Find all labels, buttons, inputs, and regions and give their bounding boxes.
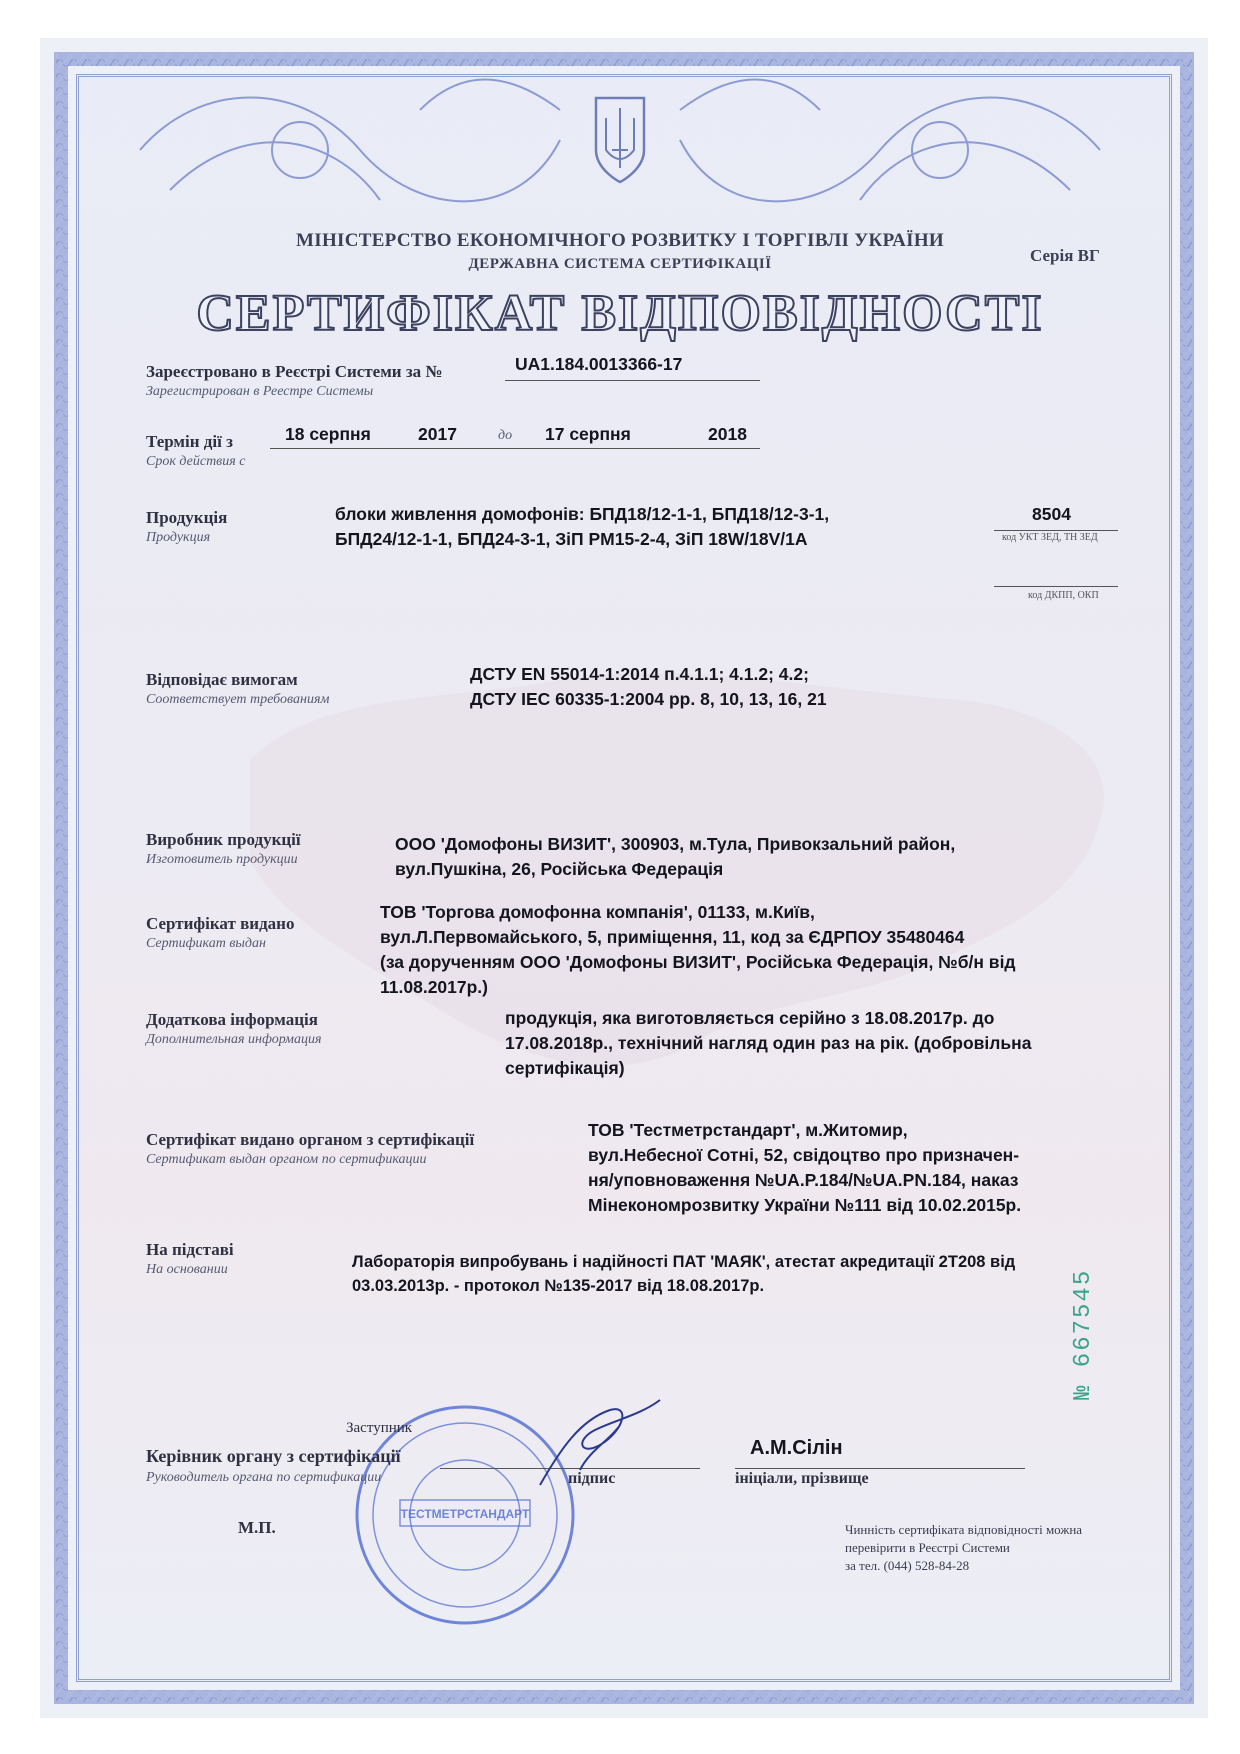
additional-info-line-2: 17.08.2018р., технічний нагляд один раз на рік. (добровільна [505, 1033, 1032, 1053]
requirements-label: Відповідає вимогам [146, 670, 298, 689]
note-line-2: перевірити в Реєстрі Системи [845, 1540, 1010, 1555]
note-line-3: за тел. (044) 528-84-28 [845, 1558, 970, 1573]
dkpp-underline [994, 586, 1118, 587]
validity-underline [270, 448, 760, 449]
requirements-line-1: ДСТУ EN 55014-1:2014 п.4.1.1; 4.1.2; 4.2; [470, 664, 809, 684]
product-code: 8504 [1032, 504, 1071, 524]
basis-line-2: 03.03.2013р. - протокол №135-2017 від 18.08.2017р. [352, 1277, 765, 1295]
head-label-ru: Руководитель органа по сертификации [146, 1470, 382, 1485]
deputy-label: Заступник [346, 1420, 413, 1436]
head-label: Керівник органу з сертифікації [146, 1446, 401, 1466]
validity-label-ru: Срок действия с [146, 454, 246, 469]
registration-underline [505, 380, 760, 381]
valid-to-year: 2018 [708, 424, 747, 444]
valid-from-day: 18 серпня [285, 424, 371, 444]
issued-to-line-4: 11.08.2017р.) [380, 977, 488, 997]
system-name: ДЕРЖАВНА СИСТЕМА СЕРТИФІКАЦІЇ [468, 256, 772, 272]
issued-to-line-3: (за дорученням ООО 'Домофоны ВИЗИТ', Російська Федерація, №б/н від [380, 952, 1016, 972]
registration-number: UA1.184.0013366-17 [515, 354, 683, 374]
dkpp-code-label: код ДКПП, ОКП [1028, 590, 1099, 601]
manufacturer-line-1: ООО 'Домофоны ВИЗИТ', 300903, м.Тула, Привокзальний район, [395, 834, 956, 854]
additional-info-line-3: сертифікація) [505, 1058, 625, 1078]
registered-label-ru: Зарегистрирован в Реестре Системы [146, 384, 374, 399]
manufacturer-line-2: вул.Пушкіна, 26, Російська Федерація [395, 859, 724, 879]
coat-of-arms-icon [596, 98, 644, 182]
code-underline [994, 530, 1118, 531]
issuer-line-3: ня/уповноваження №UA.P.184/№UA.PN.184, наказ [588, 1170, 1019, 1190]
signatory-name: А.М.Сілін [750, 1437, 843, 1459]
issuer-line-4: Мінекономрозвитку України №111 від 10.02.2015р. [588, 1195, 1022, 1215]
issuer-line-1: ТОВ 'Тестметрстандарт', м.Житомир, [588, 1120, 908, 1140]
basis-line-1: Лабораторія випробувань і надійності ПАТ 'МАЯК', атестат акредитації 2Т208 від [352, 1253, 1016, 1271]
issued-to-line-1: ТОВ 'Торгова домофонна компанія', 01133, м.Київ, [380, 902, 815, 922]
name-underline [735, 1468, 1025, 1469]
certificate-title: СЕРТИФІКАТ ВІДПОВІДНОСТІ [196, 285, 1044, 342]
handwritten-signature [520, 1390, 670, 1500]
validity-label: Термін дії з [146, 432, 233, 451]
valid-to-label: до [498, 428, 513, 443]
manufacturer-label: Виробник продукції [146, 830, 301, 849]
additional-info-label: Додаткова інформація [146, 1010, 318, 1029]
requirements-line-2: ДСТУ IEC 60335-1:2004 рр. 8, 10, 13, 16, 21 [470, 689, 827, 709]
note-line-1: Чинність сертифіката відповідності можна [845, 1522, 1083, 1537]
product-code-label: код УКТ ЗЕД, ТН ЗЕД [1002, 532, 1098, 543]
product-line-1: блоки живлення домофонів: БПД18/12-1-1, БПД18/12-3-1, [335, 504, 830, 524]
manufacturer-label-ru: Изготовитель продукции [146, 852, 298, 867]
issuer-line-2: вул.Небесної Сотні, 52, свідоцтво про призначен- [588, 1145, 1020, 1165]
valid-to-day: 17 серпня [545, 424, 631, 444]
basis-label-ru: На основании [146, 1262, 228, 1277]
valid-from-year: 2017 [418, 424, 457, 444]
stamp-text: ТЕСТМЕТРСТАНДАРТ [400, 1507, 530, 1521]
registered-label: Зареєстровано в Реєстрі Системи за № [146, 362, 443, 381]
issued-to-line-2: вул.Л.Первомайського, 5, приміщення, 11, код за ЄДРПОУ 35480464 [380, 927, 965, 947]
product-label: Продукція [146, 508, 228, 527]
additional-info-label-ru: Дополнительная информация [146, 1032, 322, 1047]
signature-caption: підпис [568, 1470, 616, 1487]
serial-number: № 667545 [1070, 1268, 1097, 1400]
ministry-name: МІНІСТЕРСТВО ЕКОНОМІЧНОГО РОЗВИТКУ І ТОРГІВЛІ УКРАЇНИ [296, 230, 944, 251]
name-caption: ініціали, прізвище [735, 1470, 869, 1487]
basis-label: На підставі [146, 1240, 234, 1259]
issuer-label: Сертифікат видано органом з сертифікації [146, 1130, 475, 1149]
product-label-ru: Продукция [146, 530, 211, 545]
series-label: Серія ВГ [1030, 246, 1100, 265]
requirements-label-ru: Соответствует требованиям [146, 692, 330, 707]
issuer-label-ru: Сертификат выдан органом по сертификации [146, 1152, 427, 1167]
seal-place-label: М.П. [238, 1518, 276, 1537]
issued-to-label-ru: Сертификат выдан [146, 936, 266, 951]
product-line-2: БПД24/12-1-1, БПД24-3-1, ЗіП PM15-2-4, ЗіП 18W/18V/1A [335, 529, 808, 549]
issued-to-label: Сертифікат видано [146, 914, 295, 933]
additional-info-line-1: продукція, яка виготовляється серійно з 18.08.2017р. до [505, 1008, 995, 1028]
